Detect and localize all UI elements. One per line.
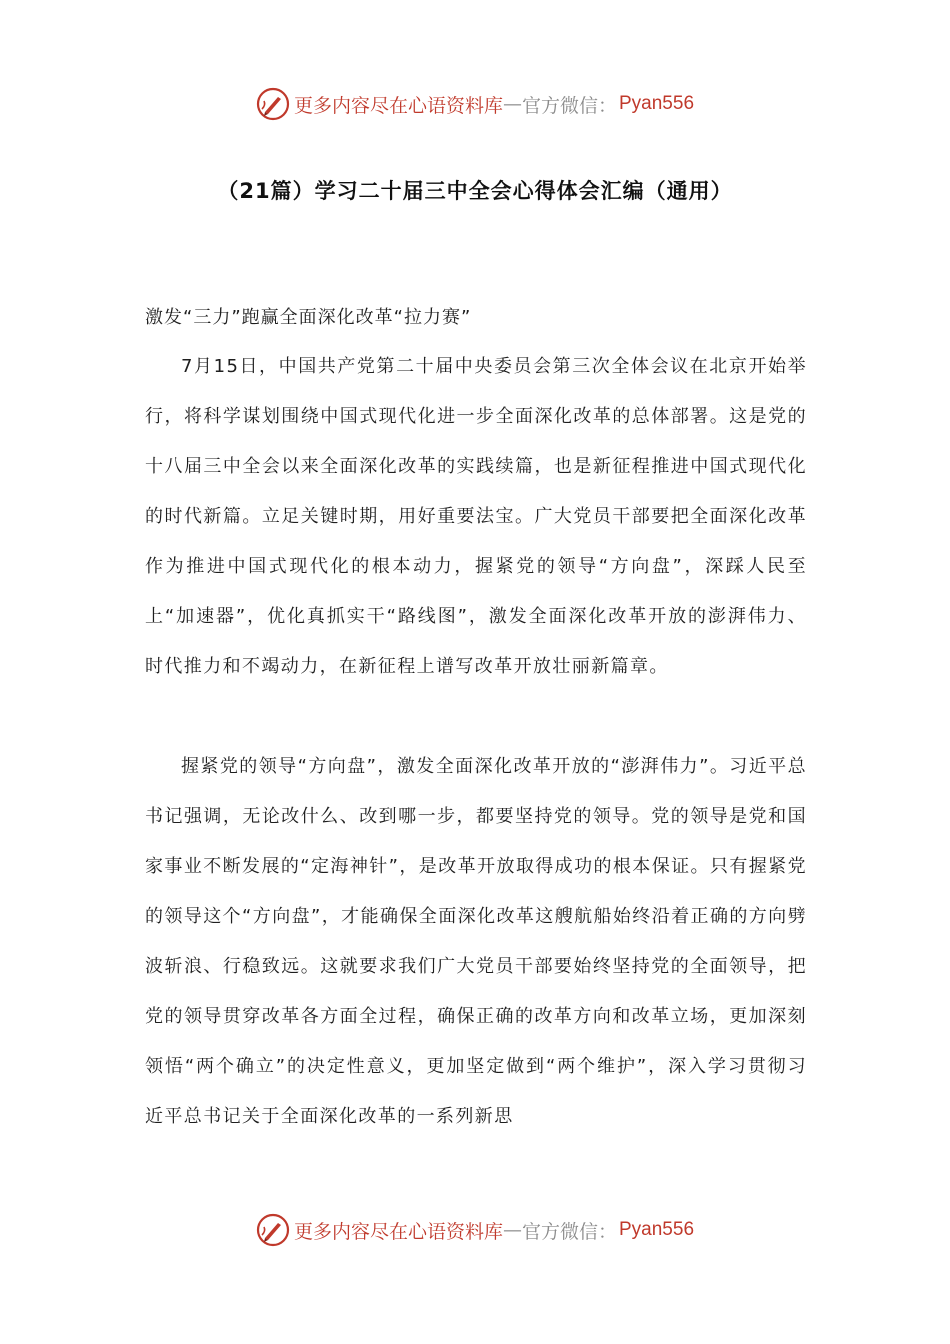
banner-dash: — (502, 93, 522, 115)
banner-wechat-label: 官方微信： (521, 94, 617, 117)
header-banner (0, 86, 950, 122)
pen-logo-icon (256, 1213, 290, 1247)
banner-wechat-id: Pyan556 (619, 93, 695, 114)
banner-wechat-label: 官方微信： (521, 1220, 617, 1243)
banner-text: 更多内容尽在心语资料库 (293, 94, 503, 117)
footer-banner (0, 1212, 950, 1248)
pen-logo-icon (256, 87, 290, 121)
document-title: （21篇）学习二十届三中全会心得体会汇编（通用） (217, 179, 733, 203)
body-paragraph: 握紧党的领导“方向盘”，激发全面深化改革开放的“澎湃伟力”。习近平总书记强调，无论改什么、改到哪一步，都要坚持党的领导。党的领导是党和国家事业不断发展的“定海神针”，是改革开放取得成功的根本保证。只有握紧党的领导这个“方向盘”，才能确保全面深化改革这艘航船始终沿着正确的方向劈波斩浪、行稳致远。这就要求我们广大党员干部要始终坚持党的全面领导，把党的领导贯穿改革各方面全过程，确保正确的改革方向和改革立场，更加深刻领悟“两个确立”的决定性意义，更加坚定做到“两个维护”，深入学习贯彻习近平总书记关于全面深化改革的一系列新思 (145, 756, 807, 1127)
banner-wechat-id: Pyan556 (619, 1219, 695, 1240)
banner-text: 更多内容尽在心语资料库 (293, 1220, 503, 1243)
banner-dash: — (502, 1219, 522, 1241)
section-title: 激发“三力”跑赢全面深化改革“拉力赛” (145, 307, 472, 328)
body-paragraph: 7月15日，中国共产党第二十届中央委员会第三次全体会议在北京开始举行，将科学谋划围绕中国式现代化进一步全面深化改革的总体部署。这是党的十八届三中全会以来全面深化改革的实践续篇，也是新征程推进中国式现代化的时代新篇。立足关键时期，用好重要法宝。广大党员干部要把全面深化改革作为推进中国式现代化的根本动力，握紧党的领导“方向盘”，深踩人民至上“加速器”，优化真抓实干“路线图”，激发全面深化改革开放的澎湃伟力、时代推力和不竭动力，在新征程上谱写改革开放壮丽新篇章。 (145, 356, 807, 677)
